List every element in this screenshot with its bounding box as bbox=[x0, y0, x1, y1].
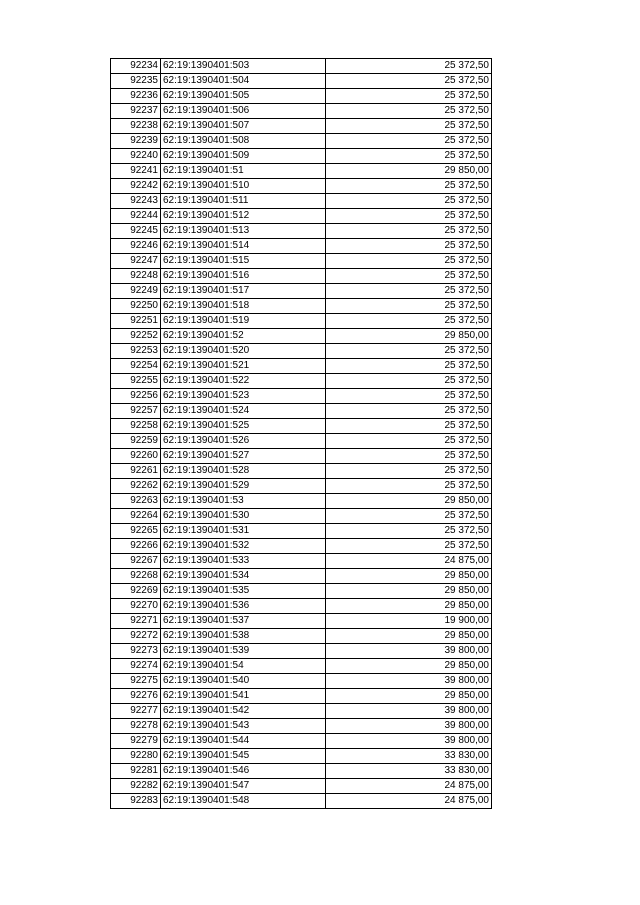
value-cell: 39 800,00 bbox=[326, 719, 492, 734]
row-number-cell: 92269 bbox=[111, 584, 161, 599]
row-number-cell: 92261 bbox=[111, 464, 161, 479]
row-number-cell: 92238 bbox=[111, 119, 161, 134]
row-number-cell: 92246 bbox=[111, 239, 161, 254]
table-row bbox=[111, 644, 492, 659]
value-cell: 29 850,00 bbox=[326, 569, 492, 584]
value-cell: 24 875,00 bbox=[326, 779, 492, 794]
cadastral-number-cell: 62:19:1390401:548 bbox=[161, 794, 326, 809]
row-number-cell: 92282 bbox=[111, 779, 161, 794]
table-row bbox=[111, 389, 492, 404]
value-cell: 25 372,50 bbox=[326, 344, 492, 359]
row-number-cell: 92276 bbox=[111, 689, 161, 704]
row-number-cell: 92267 bbox=[111, 554, 161, 569]
row-number-cell: 92270 bbox=[111, 599, 161, 614]
table-row bbox=[111, 254, 492, 269]
cadastral-number-cell: 62:19:1390401:533 bbox=[161, 554, 326, 569]
table-row bbox=[111, 329, 492, 344]
cadastral-number-cell: 62:19:1390401:541 bbox=[161, 689, 326, 704]
row-number-cell: 92237 bbox=[111, 104, 161, 119]
row-number-cell: 92271 bbox=[111, 614, 161, 629]
table-row bbox=[111, 734, 492, 749]
table-row bbox=[111, 629, 492, 644]
value-cell: 25 372,50 bbox=[326, 524, 492, 539]
row-number-cell: 92250 bbox=[111, 299, 161, 314]
value-cell: 39 800,00 bbox=[326, 704, 492, 719]
table-row bbox=[111, 359, 492, 374]
table-row bbox=[111, 179, 492, 194]
row-number-cell: 92252 bbox=[111, 329, 161, 344]
value-cell: 25 372,50 bbox=[326, 374, 492, 389]
row-number-cell: 92253 bbox=[111, 344, 161, 359]
cadastral-number-cell: 62:19:1390401:534 bbox=[161, 569, 326, 584]
row-number-cell: 92247 bbox=[111, 254, 161, 269]
cadastral-number-cell: 62:19:1390401:544 bbox=[161, 734, 326, 749]
value-cell: 29 850,00 bbox=[326, 599, 492, 614]
cadastral-number-cell: 62:19:1390401:545 bbox=[161, 749, 326, 764]
table-row bbox=[111, 569, 492, 584]
cadastral-number-cell: 62:19:1390401:516 bbox=[161, 269, 326, 284]
row-number-cell: 92278 bbox=[111, 719, 161, 734]
cadastral-number-cell: 62:19:1390401:503 bbox=[161, 59, 326, 74]
value-cell: 25 372,50 bbox=[326, 119, 492, 134]
cadastral-number-cell: 62:19:1390401:517 bbox=[161, 284, 326, 299]
cadastral-number-cell: 62:19:1390401:522 bbox=[161, 374, 326, 389]
cadastral-number-cell: 62:19:1390401:532 bbox=[161, 539, 326, 554]
cadastral-number-cell: 62:19:1390401:514 bbox=[161, 239, 326, 254]
cadastral-number-cell: 62:19:1390401:52 bbox=[161, 329, 326, 344]
value-cell: 29 850,00 bbox=[326, 689, 492, 704]
cadastral-number-cell: 62:19:1390401:512 bbox=[161, 209, 326, 224]
row-number-cell: 92273 bbox=[111, 644, 161, 659]
row-number-cell: 92263 bbox=[111, 494, 161, 509]
cadastral-number-cell: 62:19:1390401:521 bbox=[161, 359, 326, 374]
table-row bbox=[111, 779, 492, 794]
table-row bbox=[111, 89, 492, 104]
table-row bbox=[111, 524, 492, 539]
value-cell: 25 372,50 bbox=[326, 74, 492, 89]
table-row bbox=[111, 119, 492, 134]
row-number-cell: 92258 bbox=[111, 419, 161, 434]
row-number-cell: 92243 bbox=[111, 194, 161, 209]
table-row bbox=[111, 224, 492, 239]
table-row bbox=[111, 209, 492, 224]
value-cell: 39 800,00 bbox=[326, 644, 492, 659]
table-row bbox=[111, 659, 492, 674]
cadastral-number-cell: 62:19:1390401:519 bbox=[161, 314, 326, 329]
row-number-cell: 92234 bbox=[111, 59, 161, 74]
value-cell: 25 372,50 bbox=[326, 239, 492, 254]
value-cell: 19 900,00 bbox=[326, 614, 492, 629]
value-cell: 25 372,50 bbox=[326, 89, 492, 104]
value-cell: 33 830,00 bbox=[326, 749, 492, 764]
cadastral-number-cell: 62:19:1390401:54 bbox=[161, 659, 326, 674]
value-cell: 29 850,00 bbox=[326, 659, 492, 674]
value-cell: 25 372,50 bbox=[326, 539, 492, 554]
value-cell: 25 372,50 bbox=[326, 359, 492, 374]
cadastral-number-cell: 62:19:1390401:543 bbox=[161, 719, 326, 734]
cadastral-number-cell: 62:19:1390401:529 bbox=[161, 479, 326, 494]
row-number-cell: 92240 bbox=[111, 149, 161, 164]
value-cell: 39 800,00 bbox=[326, 734, 492, 749]
table-row bbox=[111, 134, 492, 149]
row-number-cell: 92244 bbox=[111, 209, 161, 224]
row-number-cell: 92255 bbox=[111, 374, 161, 389]
cadastral-number-cell: 62:19:1390401:542 bbox=[161, 704, 326, 719]
value-cell: 25 372,50 bbox=[326, 434, 492, 449]
table-row bbox=[111, 284, 492, 299]
table-row bbox=[111, 479, 492, 494]
cadastral-number-cell: 62:19:1390401:523 bbox=[161, 389, 326, 404]
cadastral-number-cell: 62:19:1390401:513 bbox=[161, 224, 326, 239]
value-cell: 29 850,00 bbox=[326, 164, 492, 179]
row-number-cell: 92264 bbox=[111, 509, 161, 524]
row-number-cell: 92257 bbox=[111, 404, 161, 419]
value-cell: 25 372,50 bbox=[326, 404, 492, 419]
row-number-cell: 92259 bbox=[111, 434, 161, 449]
table-row bbox=[111, 314, 492, 329]
cadastral-number-cell: 62:19:1390401:511 bbox=[161, 194, 326, 209]
table-row bbox=[111, 689, 492, 704]
cadastral-number-cell: 62:19:1390401:530 bbox=[161, 509, 326, 524]
table-row bbox=[111, 449, 492, 464]
cadastral-number-cell: 62:19:1390401:527 bbox=[161, 449, 326, 464]
row-number-cell: 92256 bbox=[111, 389, 161, 404]
row-number-cell: 92248 bbox=[111, 269, 161, 284]
value-cell: 29 850,00 bbox=[326, 494, 492, 509]
row-number-cell: 92262 bbox=[111, 479, 161, 494]
cadastral-number-cell: 62:19:1390401:531 bbox=[161, 524, 326, 539]
value-cell: 25 372,50 bbox=[326, 149, 492, 164]
row-number-cell: 92249 bbox=[111, 284, 161, 299]
table-row bbox=[111, 614, 492, 629]
table-row bbox=[111, 194, 492, 209]
row-number-cell: 92280 bbox=[111, 749, 161, 764]
value-cell: 25 372,50 bbox=[326, 224, 492, 239]
row-number-cell: 92268 bbox=[111, 569, 161, 584]
row-number-cell: 92251 bbox=[111, 314, 161, 329]
table-row bbox=[111, 374, 492, 389]
row-number-cell: 92279 bbox=[111, 734, 161, 749]
table-row bbox=[111, 749, 492, 764]
cadastral-number-cell: 62:19:1390401:510 bbox=[161, 179, 326, 194]
row-number-cell: 92236 bbox=[111, 89, 161, 104]
cadastral-number-cell: 62:19:1390401:536 bbox=[161, 599, 326, 614]
value-cell: 25 372,50 bbox=[326, 59, 492, 74]
table-row bbox=[111, 104, 492, 119]
value-cell: 25 372,50 bbox=[326, 179, 492, 194]
table-row bbox=[111, 149, 492, 164]
table-row bbox=[111, 269, 492, 284]
cadastral-number-cell: 62:19:1390401:508 bbox=[161, 134, 326, 149]
value-cell: 25 372,50 bbox=[326, 509, 492, 524]
row-number-cell: 92274 bbox=[111, 659, 161, 674]
row-number-cell: 92254 bbox=[111, 359, 161, 374]
value-cell: 25 372,50 bbox=[326, 479, 492, 494]
cadastral-value-table bbox=[110, 58, 492, 809]
value-cell: 33 830,00 bbox=[326, 764, 492, 779]
value-cell: 29 850,00 bbox=[326, 329, 492, 344]
row-number-cell: 92235 bbox=[111, 74, 161, 89]
table-row bbox=[111, 509, 492, 524]
cadastral-number-cell: 62:19:1390401:540 bbox=[161, 674, 326, 689]
cadastral-number-cell: 62:19:1390401:537 bbox=[161, 614, 326, 629]
row-number-cell: 92260 bbox=[111, 449, 161, 464]
value-cell: 25 372,50 bbox=[326, 254, 492, 269]
cadastral-number-cell: 62:19:1390401:524 bbox=[161, 404, 326, 419]
cadastral-number-cell: 62:19:1390401:528 bbox=[161, 464, 326, 479]
cadastral-number-cell: 62:19:1390401:526 bbox=[161, 434, 326, 449]
table-row bbox=[111, 794, 492, 809]
table-row bbox=[111, 599, 492, 614]
table-row bbox=[111, 764, 492, 779]
table-row bbox=[111, 74, 492, 89]
value-cell: 25 372,50 bbox=[326, 449, 492, 464]
value-cell: 29 850,00 bbox=[326, 629, 492, 644]
cadastral-number-cell: 62:19:1390401:505 bbox=[161, 89, 326, 104]
table-row bbox=[111, 539, 492, 554]
table-row bbox=[111, 404, 492, 419]
value-cell: 25 372,50 bbox=[326, 284, 492, 299]
value-cell: 25 372,50 bbox=[326, 389, 492, 404]
value-cell: 25 372,50 bbox=[326, 464, 492, 479]
cadastral-number-cell: 62:19:1390401:509 bbox=[161, 149, 326, 164]
table-row bbox=[111, 674, 492, 689]
cadastral-number-cell: 62:19:1390401:507 bbox=[161, 119, 326, 134]
row-number-cell: 92283 bbox=[111, 794, 161, 809]
table-row bbox=[111, 554, 492, 569]
cadastral-number-cell: 62:19:1390401:539 bbox=[161, 644, 326, 659]
cadastral-number-cell: 62:19:1390401:535 bbox=[161, 584, 326, 599]
value-cell: 25 372,50 bbox=[326, 314, 492, 329]
table-row bbox=[111, 344, 492, 359]
table-row bbox=[111, 299, 492, 314]
row-number-cell: 92242 bbox=[111, 179, 161, 194]
table-row bbox=[111, 494, 492, 509]
table-row bbox=[111, 584, 492, 599]
row-number-cell: 92265 bbox=[111, 524, 161, 539]
row-number-cell: 92272 bbox=[111, 629, 161, 644]
row-number-cell: 92245 bbox=[111, 224, 161, 239]
table-row bbox=[111, 59, 492, 74]
value-cell: 39 800,00 bbox=[326, 674, 492, 689]
cadastral-number-cell: 62:19:1390401:538 bbox=[161, 629, 326, 644]
cadastral-number-cell: 62:19:1390401:51 bbox=[161, 164, 326, 179]
value-cell: 24 875,00 bbox=[326, 794, 492, 809]
row-number-cell: 92281 bbox=[111, 764, 161, 779]
cadastral-number-cell: 62:19:1390401:547 bbox=[161, 779, 326, 794]
cadastral-number-cell: 62:19:1390401:53 bbox=[161, 494, 326, 509]
row-number-cell: 92266 bbox=[111, 539, 161, 554]
table-row bbox=[111, 419, 492, 434]
cadastral-number-cell: 62:19:1390401:525 bbox=[161, 419, 326, 434]
table-row bbox=[111, 464, 492, 479]
value-cell: 25 372,50 bbox=[326, 299, 492, 314]
cadastral-number-cell: 62:19:1390401:515 bbox=[161, 254, 326, 269]
value-cell: 24 875,00 bbox=[326, 554, 492, 569]
table-row bbox=[111, 719, 492, 734]
table-row bbox=[111, 239, 492, 254]
table-row bbox=[111, 704, 492, 719]
cadastral-number-cell: 62:19:1390401:506 bbox=[161, 104, 326, 119]
value-cell: 25 372,50 bbox=[326, 209, 492, 224]
value-cell: 25 372,50 bbox=[326, 134, 492, 149]
cadastral-number-cell: 62:19:1390401:546 bbox=[161, 764, 326, 779]
row-number-cell: 92275 bbox=[111, 674, 161, 689]
table-body bbox=[111, 59, 492, 809]
cadastral-number-cell: 62:19:1390401:518 bbox=[161, 299, 326, 314]
row-number-cell: 92241 bbox=[111, 164, 161, 179]
value-cell: 25 372,50 bbox=[326, 104, 492, 119]
value-cell: 25 372,50 bbox=[326, 194, 492, 209]
table-row bbox=[111, 434, 492, 449]
cadastral-number-cell: 62:19:1390401:504 bbox=[161, 74, 326, 89]
table-row bbox=[111, 164, 492, 179]
value-cell: 25 372,50 bbox=[326, 269, 492, 284]
row-number-cell: 92277 bbox=[111, 704, 161, 719]
value-cell: 25 372,50 bbox=[326, 419, 492, 434]
value-cell: 29 850,00 bbox=[326, 584, 492, 599]
cadastral-number-cell: 62:19:1390401:520 bbox=[161, 344, 326, 359]
row-number-cell: 92239 bbox=[111, 134, 161, 149]
